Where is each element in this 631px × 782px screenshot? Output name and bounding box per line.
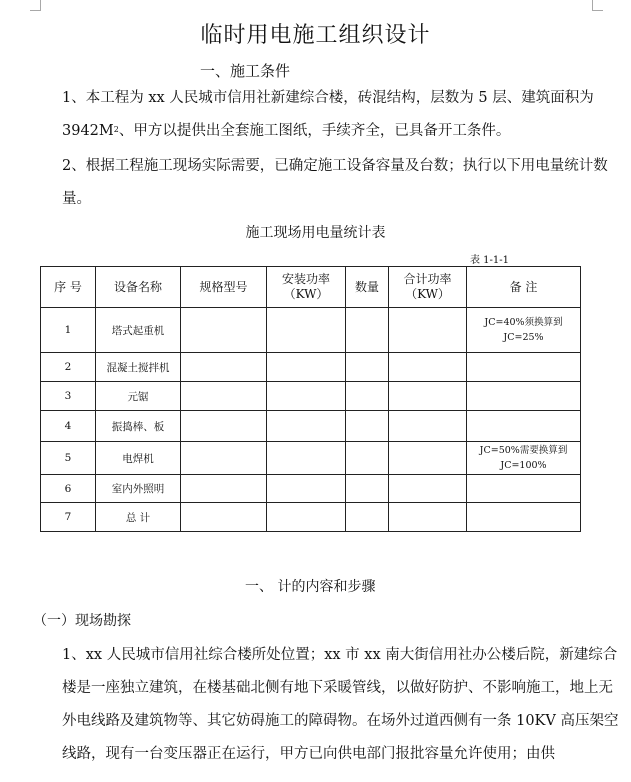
table-cell	[389, 503, 467, 532]
table-cell	[389, 475, 467, 503]
device-name-cell: 塔式起重机	[96, 308, 181, 353]
table-cell	[346, 503, 389, 532]
remark-cell	[467, 411, 581, 442]
section-heading-survey: （一）现场勘探	[33, 613, 131, 629]
table-cell	[346, 382, 389, 411]
table-cell	[181, 382, 267, 411]
table-cell	[267, 382, 346, 411]
remark-cell: JC=40%须换算到JC=25%	[467, 308, 581, 353]
table-cell	[346, 308, 389, 353]
document-title: 临时用电施工组织设计	[200, 23, 431, 48]
remark-cell	[467, 503, 581, 532]
table-cell	[267, 475, 346, 503]
table-cell	[389, 353, 467, 382]
table-cell	[346, 353, 389, 382]
table-cell	[181, 353, 267, 382]
page-corner-mark-left	[30, 0, 41, 11]
table-cell	[181, 411, 267, 442]
section-heading-steps: 一、 计的内容和步骤	[245, 579, 376, 595]
remark-cell	[467, 475, 581, 503]
paragraph-3: 1、xx 人民城市信用社综合楼所处位置；xx 市 xx 南大街信用社办公楼后院，新建综合楼是一座独立建筑，在楼基础北侧有地下采暖管线，以做好防护、不影响施工，地上无外电线路及建筑物等、其它妨碍施工的障碍物。在场外过道西侧有一条 10KV 高压架空线路，现有一台变压器正在运行，甲方已向供电部门报批容量允许使用；由供	[62, 647, 619, 762]
table-header-cell: 序 号	[41, 267, 96, 308]
device-name-cell: 总 计	[96, 503, 181, 532]
row-number-cell: 1	[41, 308, 96, 353]
table-cell	[389, 411, 467, 442]
table-cell	[389, 442, 467, 475]
table-cell	[181, 503, 267, 532]
device-name-cell: 混凝土搅拌机	[96, 353, 181, 382]
table-header-cell: 合计功率 （KW）	[389, 267, 467, 308]
table-cell	[267, 353, 346, 382]
table-row	[41, 353, 581, 382]
table-cell	[389, 382, 467, 411]
table-caption: 施工现场用电量统计表	[245, 225, 386, 241]
paragraph-2: 2、根据工程施工现场实际需要，已确定施工设备容量及台数；执行以下用电量统计数量。	[62, 158, 608, 207]
power-statistics-table	[40, 266, 581, 532]
table-cell	[267, 411, 346, 442]
table-cell	[181, 475, 267, 503]
device-name-cell: 元锯	[96, 382, 181, 411]
table-header-row	[41, 267, 581, 308]
table-row	[41, 503, 581, 532]
table-row	[41, 308, 581, 353]
remark-cell	[467, 353, 581, 382]
row-number-cell: 2	[41, 353, 96, 382]
table-cell	[346, 475, 389, 503]
table-cell	[346, 442, 389, 475]
row-number-cell: 7	[41, 503, 96, 532]
table-cell	[389, 308, 467, 353]
table-row	[41, 382, 581, 411]
device-name-cell: 振捣棒、板	[96, 411, 181, 442]
table-cell	[267, 442, 346, 475]
table-header-cell: 设备名称	[96, 267, 181, 308]
remark-cell: JC=50%需要换算到JC=100%	[467, 442, 581, 475]
table-header-cell: 安装功率 （KW）	[267, 267, 346, 308]
table-cell	[181, 308, 267, 353]
table-header-cell: 数量	[346, 267, 389, 308]
table-header-cell: 规格型号	[181, 267, 267, 308]
table-number: 表 1-1-1	[470, 255, 510, 266]
row-number-cell: 5	[41, 442, 96, 475]
section-heading-conditions: 一、施工条件	[200, 62, 291, 80]
paragraph-1-text-a: 1、本工程为 xx 人民城市信用社新建综合楼，砖混结构，层数为 5 层、建筑面积为 3942M	[62, 90, 594, 139]
paragraph-1	[33, 82, 622, 148]
superscript: 2	[113, 125, 119, 134]
remark-cell	[467, 382, 581, 411]
table-row	[41, 442, 581, 475]
device-name-cell: 室内外照明	[96, 475, 181, 503]
device-name-cell: 电焊机	[96, 442, 181, 475]
table-cell	[181, 442, 267, 475]
row-number-cell: 3	[41, 382, 96, 411]
row-number-cell: 4	[41, 411, 96, 442]
page-corner-mark-right	[592, 0, 603, 11]
table-cell	[267, 308, 346, 353]
table-header-cell: 备 注	[467, 267, 581, 308]
table-cell	[346, 411, 389, 442]
table-cell	[267, 503, 346, 532]
row-number-cell: 6	[41, 475, 96, 503]
table-row	[41, 411, 581, 442]
table-row	[41, 475, 581, 503]
paragraph-1-text-b: 、甲方以提供出全套施工图纸，手续齐全，已具备开工条件。	[118, 123, 511, 139]
